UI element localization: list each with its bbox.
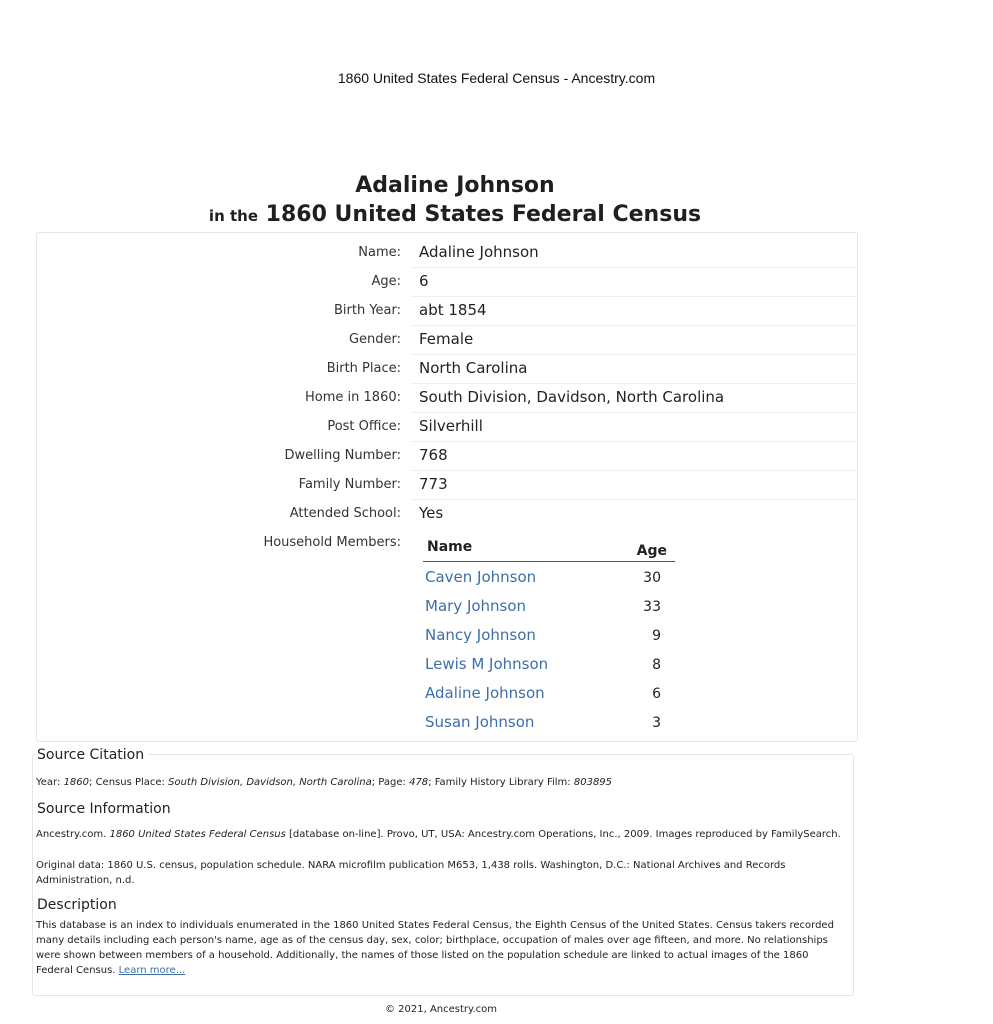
field-label: Name: <box>358 245 401 260</box>
field-row-attended-school <box>37 500 857 529</box>
source-citation-text: Year: 1860; Census Place: South Division, Davidson, North Carolina; Page: 478; Family History Library Film: 803895 <box>36 777 613 788</box>
field-row-home <box>37 384 857 413</box>
household-member-link[interactable]: Nancy Johnson <box>425 626 536 644</box>
household-member-age: 8 <box>652 657 661 673</box>
census-name-title: 1860 United States Federal Census <box>265 202 702 227</box>
field-value: abt 1854 <box>419 301 487 319</box>
field-value: Yes <box>419 504 444 522</box>
table-row <box>423 649 675 678</box>
household-member-link[interactable]: Susan Johnson <box>425 713 535 731</box>
household-member-age: 30 <box>643 570 661 586</box>
table-row <box>423 620 675 649</box>
field-value: Silverhill <box>419 417 483 435</box>
household-member-link[interactable]: Adaline Johnson <box>425 684 545 702</box>
field-row-post-office <box>37 413 857 442</box>
field-value: Female <box>419 330 474 348</box>
household-member-age: 6 <box>652 686 661 702</box>
original-data-text: Original data: 1860 U.S. census, population schedule. NARA microfilm publication M653, 1,438 rolls. Washington, D.C.: National Archives and Records Administration, n.d. <box>36 860 786 886</box>
household-member-age: 9 <box>652 628 661 644</box>
description-heading: Description <box>37 897 117 913</box>
household-col-name: Name <box>427 539 473 555</box>
household-member-link[interactable]: Mary Johnson <box>425 597 527 615</box>
field-row-dwelling-number <box>37 442 857 471</box>
field-value: 768 <box>419 446 448 464</box>
field-label: Birth Place: <box>326 361 401 376</box>
page-title <box>0 172 910 231</box>
table-row <box>423 707 675 736</box>
field-row-family-number <box>37 471 857 500</box>
learn-more-link[interactable]: Learn more... <box>118 965 186 976</box>
field-row-birth-place <box>37 355 857 384</box>
table-row <box>423 678 675 707</box>
source-information-text: Ancestry.com. 1860 United States Federal Census [database on-line]. Provo, UT, USA: Ancestry.com Operations, Inc., 2009. Images reproduced by FamilySearch. <box>36 829 841 840</box>
source-information-heading: Source Information <box>37 801 171 817</box>
field-label: Post Office: <box>327 419 401 434</box>
household-table <box>423 535 675 736</box>
household-label: Household Members: <box>263 535 401 550</box>
title-in-the: in the <box>208 207 258 225</box>
household-member-age: 33 <box>643 599 661 615</box>
household-table-header <box>423 535 675 562</box>
field-value: Adaline Johnson <box>419 243 539 261</box>
source-citation-heading: Source Citation <box>37 747 148 763</box>
table-row <box>423 562 675 591</box>
household-col-age: Age <box>636 543 667 559</box>
field-row-birth-year <box>37 297 857 326</box>
sources-section <box>32 747 854 996</box>
field-label: Family Number: <box>298 477 401 492</box>
household-member-link[interactable]: Lewis M Johnson <box>425 655 549 673</box>
household-member-age: 3 <box>652 715 661 731</box>
field-label: Gender: <box>348 332 401 347</box>
field-label: Dwelling Number: <box>284 448 401 463</box>
document-header-title: 1860 United States Federal Census - Ancestry.com <box>337 70 656 86</box>
person-name-title: Adaline Johnson <box>355 173 555 198</box>
table-row <box>423 591 675 620</box>
field-row-age <box>37 268 857 297</box>
field-value: 773 <box>419 475 448 493</box>
field-value: South Division, Davidson, North Carolina <box>419 388 725 406</box>
description-text: This database is an index to individuals enumerated in the 1860 United States Federal Census, the Eighth Census of the United States. Census takers recorded many details including each person's name, age as of the census day, sex, color; birthplace, occupation of males over age fifteen, and more. No relationships were shown between members of a household. Additionally, the names of those listed on the population schedule are linked to actual images of the 1860 Federal Census. Learn more... <box>36 920 834 976</box>
field-label: Attended School: <box>289 506 401 521</box>
field-label: Age: <box>371 274 401 289</box>
field-row-name <box>37 239 857 268</box>
household-member-link[interactable]: Caven Johnson <box>425 568 537 586</box>
field-label: Birth Year: <box>333 303 401 318</box>
footer-copyright: © 2021, Ancestry.com <box>384 1004 498 1015</box>
record-details <box>36 232 858 742</box>
field-row-gender <box>37 326 857 355</box>
field-value: 6 <box>419 272 429 290</box>
field-value: North Carolina <box>419 359 528 377</box>
field-label: Home in 1860: <box>305 390 401 405</box>
